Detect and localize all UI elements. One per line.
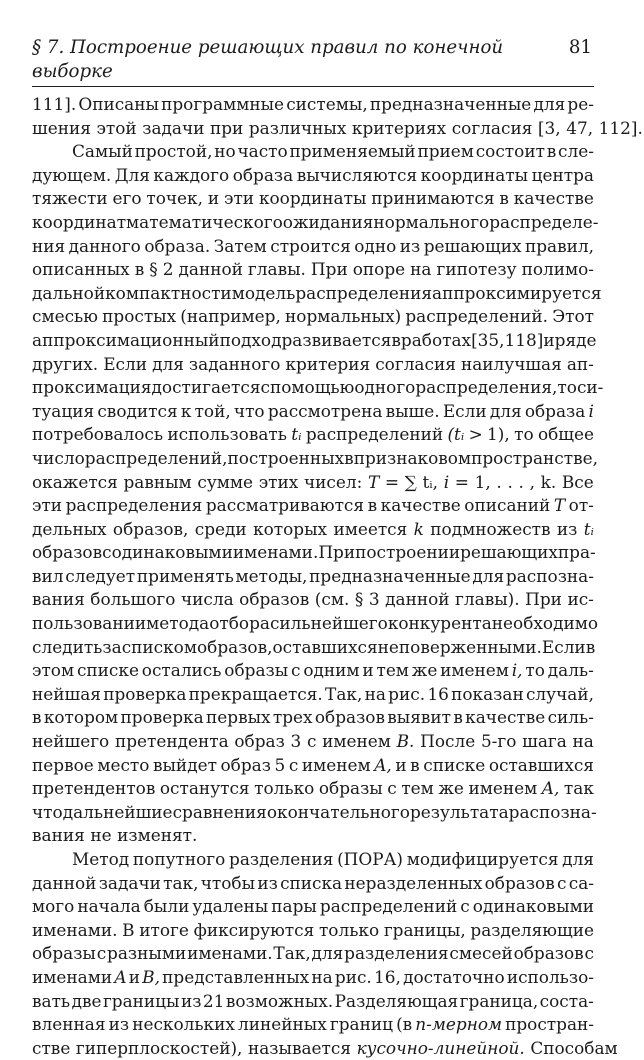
text-line: число распределений, построенных в признаковом пространстве, bbox=[32, 447, 598, 468]
text-line: ния данного образа. Затем строится одно из решающих правил, bbox=[32, 235, 594, 256]
text-line: описанных в § 2 данной главы. При опоре на гипотезу полимо- bbox=[32, 259, 594, 280]
text-line: стве гиперплоскостей), называется кусочно-линейной. Способам bbox=[32, 1037, 618, 1058]
text-line: аппроксимационный подход развивается в работах [35, 118] и ряде bbox=[32, 329, 597, 350]
text-line: туация сводится к той, что рассмотрена выше. Если для образа i bbox=[32, 400, 594, 421]
section-title: § 7. Построение решающих правил по конечной выборке bbox=[32, 37, 504, 82]
text-line: других. Если для заданного критерия согласия наилучшая ап- bbox=[32, 353, 594, 374]
text-line: претендентов останутся только образы с тем же именем A, так bbox=[32, 778, 594, 799]
text-line: именами. В итоге фиксируются только границы, разделяющие bbox=[32, 919, 594, 940]
page-number: 81 bbox=[568, 37, 592, 58]
text-line: первое место выйдет образ 5 с именем A, и в списке оставшихся bbox=[32, 754, 594, 775]
text-line: вания большого числа образов (см. § 3 данной главы). При ис- bbox=[32, 589, 594, 610]
text-line: нейшая проверка прекращается. Так, на рис. 16 показан случай, bbox=[32, 683, 594, 704]
paragraph bbox=[32, 93, 643, 140]
text-line: координат математического ожидания нормального распределе- bbox=[32, 211, 599, 232]
text-line: проксимация достигается с помощью одного распределения, то си- bbox=[32, 377, 604, 398]
text-line: этом списке остались образы с одним и тем же именем i, то даль- bbox=[32, 660, 594, 681]
text-line: дельных образов, среди которых имеется k подмножеств из tᵢ bbox=[32, 518, 594, 539]
text-line: тяжести его точек, и эти координаты принимаются в качестве bbox=[32, 188, 594, 209]
text-line: вил следует применять методы, предназначенные для распозна- bbox=[32, 565, 594, 586]
paragraph bbox=[32, 848, 618, 1060]
text-line: что дальнейшие сравнения окончательного результата распозна- bbox=[32, 801, 597, 822]
text-line: шения этой задачи при различных критериях согласия [3, 47, 112]. bbox=[32, 117, 643, 138]
text-line: Самый простой, но часто применяемый прием состоит в сле- bbox=[72, 141, 594, 162]
text-line: в котором проверка первых трех образов выявит в качестве силь- bbox=[32, 707, 594, 728]
text-line: вания не изменят. bbox=[32, 825, 198, 846]
paragraph bbox=[32, 140, 604, 848]
text-line: мого начала были удалены пары распределений с одинаковыми bbox=[32, 896, 594, 917]
running-header bbox=[32, 36, 594, 87]
text-line: следить за списком образов, оставшихся неповерженными. Если в bbox=[32, 636, 596, 657]
text-line: вать две границы из 21 возможных. Разделяющая граница, соста- bbox=[32, 990, 594, 1011]
text-line: именами A и B, представленных на рис. 16, достаточно использо- bbox=[32, 966, 594, 987]
text-line: 111]. Описаны программные системы, предназначенные для ре- bbox=[32, 94, 594, 114]
text-line: потребовалось использовать tᵢ распределений (tᵢ > 1), то общее bbox=[32, 424, 594, 445]
text-body bbox=[32, 93, 643, 1060]
text-line: окажется равным сумме этих чисел: T = ∑ tᵢ, i = 1, . . . , k. Все bbox=[32, 471, 594, 492]
text-line: пользовании метода отбора сильнейшего конкурента необходимо bbox=[32, 613, 599, 634]
text-line: дующем. Для каждого образа вычисляются координаты центра bbox=[32, 164, 594, 185]
text-line: эти распределения рассматриваются в качестве описаний T от- bbox=[32, 495, 594, 516]
text-line: образов с одинаковыми именами. При построении решающих пра- bbox=[32, 542, 596, 563]
text-line: данной задачи так, чтобы из списка неразделенных образов с са- bbox=[32, 872, 594, 893]
text-line: вленная из нескольких линейных границ (в n-мерном простран- bbox=[32, 1014, 594, 1035]
book-page bbox=[32, 36, 643, 1060]
text-line: смесью простых (например, нормальных) распределений. Этот bbox=[32, 306, 594, 327]
text-line: нейшего претендента образ 3 с именем B. После 5-го шага на bbox=[32, 731, 594, 752]
text-line: дальной компактности модель распределения аппроксимируется bbox=[32, 282, 602, 303]
text-line: образы с разными именами. Так, для разделения смесей образов с bbox=[32, 943, 594, 964]
text-line: Метод попутного разделения (ПОРА) модифицируется для bbox=[72, 849, 594, 869]
